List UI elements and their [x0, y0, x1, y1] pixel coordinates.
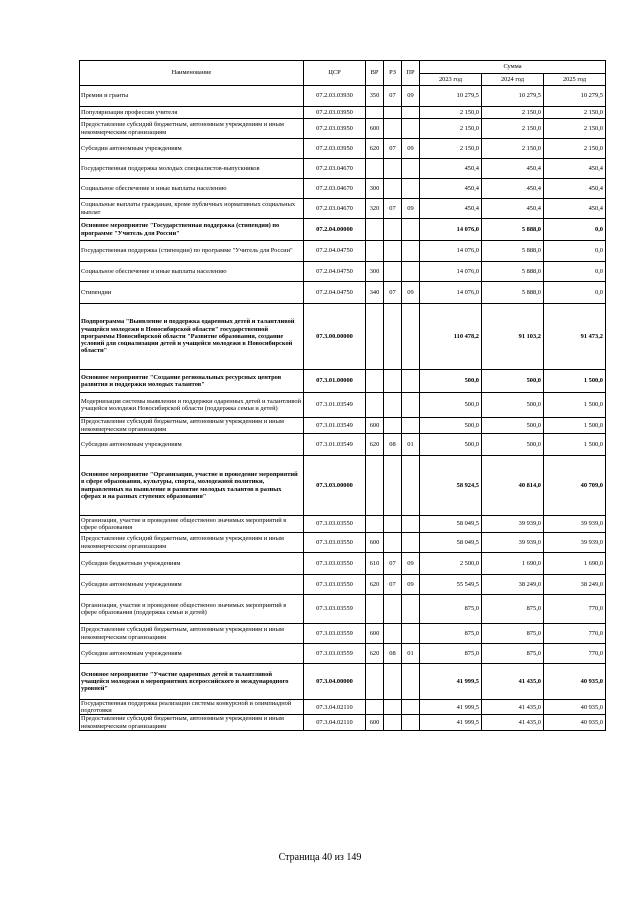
row-csr: 07.2.03.03950 — [304, 119, 366, 139]
row-pr — [402, 533, 420, 553]
row-value-2025: 1 500,0 — [544, 418, 606, 434]
table-row — [80, 262, 606, 282]
table-row — [80, 418, 606, 434]
row-vr: 340 — [366, 282, 384, 304]
table-row — [80, 107, 606, 119]
row-name: Стипендии — [80, 282, 304, 304]
row-value-2024: 500,0 — [482, 434, 544, 456]
row-name: Подпрограмма "Выявление и поддержка одаренных детей и талантливой учащейся молодежи в Новосибирской области" государственной программы Новосибирской области "Развитие образования, создание условий для социализации детей и учащейся молодежи в Новосибирской области" — [80, 304, 304, 370]
row-vr — [366, 664, 384, 700]
header-sum: Сумма — [420, 61, 606, 74]
row-value-2024: 875,0 — [482, 595, 544, 624]
row-csr: 07.3.01.03549 — [304, 418, 366, 434]
row-name: Организация, участие и проведение общественно значимых мероприятий в сфере образования (поддержка семьи и детей) — [80, 595, 304, 624]
table-body — [80, 86, 606, 731]
row-vr: 610 — [366, 553, 384, 575]
row-name: Предоставление субсидий бюджетным, автономным учреждениям и иным некоммерческим организациям — [80, 533, 304, 553]
row-value-2024: 41 435,0 — [482, 664, 544, 700]
row-value-2023: 500,0 — [420, 370, 482, 393]
row-csr: 07.2.03.04670 — [304, 179, 366, 199]
table-row — [80, 139, 606, 159]
row-vr — [366, 159, 384, 179]
row-pr — [402, 179, 420, 199]
header-year-2023: 2023 год — [420, 74, 482, 86]
row-value-2024: 5 888,0 — [482, 219, 544, 241]
row-name: Субсидии автономным учреждениям — [80, 434, 304, 456]
row-value-2023: 2 150,0 — [420, 119, 482, 139]
row-csr: 07.3.03.03550 — [304, 516, 366, 533]
row-csr: 07.3.04.00000 — [304, 664, 366, 700]
row-value-2025: 1 690,0 — [544, 553, 606, 575]
table-row — [80, 370, 606, 393]
row-name: Предоставление субсидий бюджетным, автономным учреждениям и иным некоммерческим организациям — [80, 418, 304, 434]
row-rz — [384, 119, 402, 139]
row-vr — [366, 370, 384, 393]
table-row — [80, 304, 606, 370]
row-value-2023: 41 999,5 — [420, 700, 482, 715]
row-rz: 08 — [384, 434, 402, 456]
row-value-2023: 875,0 — [420, 624, 482, 644]
table-row — [80, 575, 606, 595]
row-value-2023: 875,0 — [420, 595, 482, 624]
row-rz: 07 — [384, 139, 402, 159]
row-csr: 07.2.03.03930 — [304, 86, 366, 107]
row-value-2024: 875,0 — [482, 624, 544, 644]
row-vr: 620 — [366, 644, 384, 664]
row-value-2025: 39 939,0 — [544, 533, 606, 553]
row-pr — [402, 456, 420, 516]
row-value-2025: 2 150,0 — [544, 119, 606, 139]
row-pr — [402, 107, 420, 119]
row-csr: 07.3.03.03550 — [304, 575, 366, 595]
row-value-2025: 40 935,0 — [544, 715, 606, 730]
row-value-2023: 500,0 — [420, 393, 482, 418]
row-csr: 07.3.01.00000 — [304, 370, 366, 393]
row-rz — [384, 393, 402, 418]
row-value-2025: 0,0 — [544, 262, 606, 282]
row-csr: 07.2.03.03950 — [304, 139, 366, 159]
row-csr: 07.3.04.02110 — [304, 715, 366, 730]
table-row — [80, 241, 606, 262]
row-pr — [402, 418, 420, 434]
row-rz — [384, 533, 402, 553]
table-row — [80, 119, 606, 139]
row-value-2024: 450,4 — [482, 179, 544, 199]
row-pr — [402, 304, 420, 370]
row-value-2024: 450,4 — [482, 199, 544, 219]
row-value-2023: 14 076,0 — [420, 262, 482, 282]
row-value-2025: 770,0 — [544, 644, 606, 664]
row-pr: 01 — [402, 644, 420, 664]
table-row — [80, 159, 606, 179]
row-name: Основное мероприятие "Государственная поддержка (стипендии) по программе "Учитель для России" — [80, 219, 304, 241]
header-name: Наименование — [80, 61, 304, 86]
row-value-2024: 2 150,0 — [482, 107, 544, 119]
row-name: Государственная поддержка молодых специалистов-выпускников — [80, 159, 304, 179]
row-vr: 600 — [366, 533, 384, 553]
row-value-2024: 91 103,2 — [482, 304, 544, 370]
table-row — [80, 715, 606, 730]
row-value-2023: 58 049,5 — [420, 516, 482, 533]
row-pr: 09 — [402, 282, 420, 304]
row-value-2023: 450,4 — [420, 179, 482, 199]
row-value-2023: 2 500,0 — [420, 553, 482, 575]
row-value-2025: 1 500,0 — [544, 393, 606, 418]
row-csr: 07.3.03.00000 — [304, 456, 366, 516]
row-vr: 620 — [366, 139, 384, 159]
row-vr — [366, 219, 384, 241]
row-name: Популяризация профессии учителя — [80, 107, 304, 119]
row-value-2023: 10 279,5 — [420, 86, 482, 107]
table-row — [80, 434, 606, 456]
row-value-2024: 40 814,0 — [482, 456, 544, 516]
table-row — [80, 533, 606, 553]
row-csr: 07.2.03.03950 — [304, 107, 366, 119]
row-value-2025: 0,0 — [544, 241, 606, 262]
row-name: Премии и гранты — [80, 86, 304, 107]
row-pr: 09 — [402, 199, 420, 219]
row-name: Социальное обеспечение и иные выплаты населению — [80, 179, 304, 199]
row-csr: 07.3.03.03559 — [304, 644, 366, 664]
row-rz — [384, 418, 402, 434]
row-value-2025: 40 935,0 — [544, 700, 606, 715]
row-pr: 09 — [402, 553, 420, 575]
row-csr: 07.3.03.03550 — [304, 553, 366, 575]
row-csr: 07.3.03.03559 — [304, 624, 366, 644]
row-value-2025: 10 279,5 — [544, 86, 606, 107]
row-value-2025: 1 500,0 — [544, 370, 606, 393]
row-value-2023: 2 150,0 — [420, 139, 482, 159]
row-value-2023: 41 999,5 — [420, 715, 482, 730]
row-pr: 01 — [402, 434, 420, 456]
row-rz: 08 — [384, 644, 402, 664]
row-rz — [384, 715, 402, 730]
row-rz — [384, 241, 402, 262]
row-name: Организация, участие и проведение общественно значимых мероприятий в сфере образования — [80, 516, 304, 533]
row-value-2024: 875,0 — [482, 644, 544, 664]
row-rz: 07 — [384, 282, 402, 304]
row-value-2025: 38 249,0 — [544, 575, 606, 595]
table-row — [80, 282, 606, 304]
row-rz: 07 — [384, 575, 402, 595]
row-value-2024: 1 690,0 — [482, 553, 544, 575]
budget-table — [79, 60, 606, 731]
row-csr: 07.2.04.04750 — [304, 241, 366, 262]
row-pr — [402, 241, 420, 262]
row-vr — [366, 516, 384, 533]
row-vr — [366, 107, 384, 119]
table-row — [80, 86, 606, 107]
row-value-2023: 2 150,0 — [420, 107, 482, 119]
row-value-2025: 450,4 — [544, 179, 606, 199]
row-csr: 07.2.04.04750 — [304, 282, 366, 304]
row-vr: 350 — [366, 86, 384, 107]
table-row — [80, 644, 606, 664]
row-value-2023: 110 478,2 — [420, 304, 482, 370]
row-pr — [402, 715, 420, 730]
row-pr — [402, 700, 420, 715]
row-pr — [402, 624, 420, 644]
row-vr — [366, 393, 384, 418]
row-value-2025: 40 709,0 — [544, 456, 606, 516]
table-row — [80, 393, 606, 418]
row-csr: 07.3.01.03549 — [304, 393, 366, 418]
row-value-2025: 39 939,0 — [544, 516, 606, 533]
budget-table-container — [79, 60, 605, 731]
row-name: Социальные выплаты гражданам, кроме публичных нормативных социальных выплат — [80, 199, 304, 219]
row-vr: 300 — [366, 262, 384, 282]
row-csr: 07.3.00.00000 — [304, 304, 366, 370]
row-value-2024: 38 249,0 — [482, 575, 544, 595]
table-row — [80, 664, 606, 700]
header-year-2025: 2025 год — [544, 74, 606, 86]
row-value-2024: 39 939,0 — [482, 533, 544, 553]
row-name: Государственная поддержка (стипендии) по программе "Учитель для России" — [80, 241, 304, 262]
row-name: Основное мероприятие "Организация, участие и проведение мероприятий в сфере образования, культуры, спорта, молодежной политики, направленных на выявление и развитие молодых талантов в разных сферах и на разных ступенях образования" — [80, 456, 304, 516]
row-csr: 07.2.03.04670 — [304, 199, 366, 219]
header-vr: ВР — [366, 61, 384, 86]
row-rz — [384, 179, 402, 199]
row-rz — [384, 304, 402, 370]
row-name: Модернизация системы выявления и поддержки одаренных детей и талантливой учащейся молодежи Новосибирской области (поддержка семьи и детей) — [80, 393, 304, 418]
row-vr: 600 — [366, 418, 384, 434]
row-rz — [384, 107, 402, 119]
header-year-2024: 2024 год — [482, 74, 544, 86]
row-name: Субсидии автономным учреждениям — [80, 575, 304, 595]
row-value-2023: 875,0 — [420, 644, 482, 664]
row-name: Государственная поддержка реализации системы конкурсной и олимпиадной подготовки — [80, 700, 304, 715]
row-value-2024: 500,0 — [482, 418, 544, 434]
row-value-2023: 14 076,0 — [420, 282, 482, 304]
row-vr — [366, 595, 384, 624]
row-vr — [366, 241, 384, 262]
row-name: Предоставление субсидий бюджетным, автономным учреждениям и иным некоммерческим организациям — [80, 119, 304, 139]
row-pr — [402, 393, 420, 418]
row-rz — [384, 159, 402, 179]
row-value-2025: 2 150,0 — [544, 139, 606, 159]
row-value-2025: 770,0 — [544, 624, 606, 644]
row-csr: 07.3.03.03550 — [304, 533, 366, 553]
row-value-2025: 1 500,0 — [544, 434, 606, 456]
row-value-2024: 5 888,0 — [482, 262, 544, 282]
row-value-2023: 450,4 — [420, 159, 482, 179]
table-row — [80, 199, 606, 219]
header-pr: ПР — [402, 61, 420, 86]
row-rz — [384, 700, 402, 715]
row-value-2024: 39 939,0 — [482, 516, 544, 533]
row-vr: 620 — [366, 575, 384, 595]
row-value-2023: 500,0 — [420, 418, 482, 434]
row-vr: 600 — [366, 119, 384, 139]
row-value-2025: 2 150,0 — [544, 107, 606, 119]
row-value-2023: 500,0 — [420, 434, 482, 456]
row-value-2024: 2 150,0 — [482, 119, 544, 139]
table-row — [80, 595, 606, 624]
row-name: Основное мероприятие "Участие одаренных детей и талантливой учащейся молодежи в мероприятиях всероссийского и международного уровней" — [80, 664, 304, 700]
row-pr — [402, 516, 420, 533]
row-pr — [402, 119, 420, 139]
row-vr: 620 — [366, 434, 384, 456]
row-value-2024: 500,0 — [482, 393, 544, 418]
row-vr: 600 — [366, 624, 384, 644]
row-vr — [366, 304, 384, 370]
row-rz — [384, 664, 402, 700]
row-pr: 09 — [402, 575, 420, 595]
row-vr: 600 — [366, 715, 384, 730]
row-name: Субсидии автономным учреждениям — [80, 139, 304, 159]
row-value-2025: 0,0 — [544, 219, 606, 241]
row-value-2025: 40 935,0 — [544, 664, 606, 700]
header-rz: РЗ — [384, 61, 402, 86]
row-value-2023: 58 924,5 — [420, 456, 482, 516]
row-name: Предоставление субсидий бюджетным, автономным учреждениям и иным некоммерческим организациям — [80, 715, 304, 730]
row-name: Субсидии бюджетным учреждениям — [80, 553, 304, 575]
row-value-2023: 55 549,5 — [420, 575, 482, 595]
row-pr — [402, 370, 420, 393]
row-value-2023: 14 076,0 — [420, 219, 482, 241]
table-row — [80, 456, 606, 516]
row-value-2023: 41 999,5 — [420, 664, 482, 700]
row-vr: 320 — [366, 199, 384, 219]
row-value-2023: 58 049,5 — [420, 533, 482, 553]
row-value-2024: 450,4 — [482, 159, 544, 179]
row-rz: 07 — [384, 553, 402, 575]
row-csr: 07.3.04.02110 — [304, 700, 366, 715]
table-row — [80, 516, 606, 533]
row-rz: 07 — [384, 86, 402, 107]
row-csr: 07.3.03.03559 — [304, 595, 366, 624]
row-csr: 07.2.04.04750 — [304, 262, 366, 282]
row-rz — [384, 595, 402, 624]
table-row — [80, 219, 606, 241]
row-value-2023: 14 076,0 — [420, 241, 482, 262]
row-vr — [366, 456, 384, 516]
row-value-2025: 450,4 — [544, 199, 606, 219]
row-pr: 09 — [402, 86, 420, 107]
row-value-2024: 2 150,0 — [482, 139, 544, 159]
row-value-2025: 0,0 — [544, 282, 606, 304]
row-value-2025: 770,0 — [544, 595, 606, 624]
row-vr: 300 — [366, 179, 384, 199]
row-pr — [402, 262, 420, 282]
row-value-2024: 500,0 — [482, 370, 544, 393]
row-pr — [402, 219, 420, 241]
row-pr: 09 — [402, 139, 420, 159]
row-value-2024: 10 279,5 — [482, 86, 544, 107]
table-row — [80, 179, 606, 199]
row-csr: 07.2.04.00000 — [304, 219, 366, 241]
row-value-2023: 450,4 — [420, 199, 482, 219]
row-vr — [366, 700, 384, 715]
row-pr — [402, 159, 420, 179]
row-value-2024: 5 888,0 — [482, 241, 544, 262]
row-name: Основное мероприятие "Создание региональных ресурсных центров развития и поддержки молодых талантов" — [80, 370, 304, 393]
row-rz: 07 — [384, 199, 402, 219]
row-rz — [384, 219, 402, 241]
row-rz — [384, 262, 402, 282]
row-rz — [384, 370, 402, 393]
row-rz — [384, 456, 402, 516]
table-row — [80, 553, 606, 575]
row-pr — [402, 595, 420, 624]
table-row — [80, 700, 606, 715]
page-number: Страница 40 из 149 — [278, 852, 362, 863]
row-name: Предоставление субсидий бюджетным, автономным учреждениям и иным некоммерческим организациям — [80, 624, 304, 644]
row-value-2025: 91 473,2 — [544, 304, 606, 370]
row-value-2024: 41 435,0 — [482, 715, 544, 730]
row-name: Социальное обеспечение и иные выплаты населению — [80, 262, 304, 282]
row-value-2025: 450,4 — [544, 159, 606, 179]
row-name: Субсидии автономным учреждениям — [80, 644, 304, 664]
row-csr: 07.3.01.03549 — [304, 434, 366, 456]
table-row — [80, 624, 606, 644]
row-csr: 07.2.03.04670 — [304, 159, 366, 179]
row-pr — [402, 664, 420, 700]
header-csr: ЦСР — [304, 61, 366, 86]
row-rz — [384, 516, 402, 533]
row-value-2024: 41 435,0 — [482, 700, 544, 715]
row-value-2024: 5 888,0 — [482, 282, 544, 304]
row-rz — [384, 624, 402, 644]
